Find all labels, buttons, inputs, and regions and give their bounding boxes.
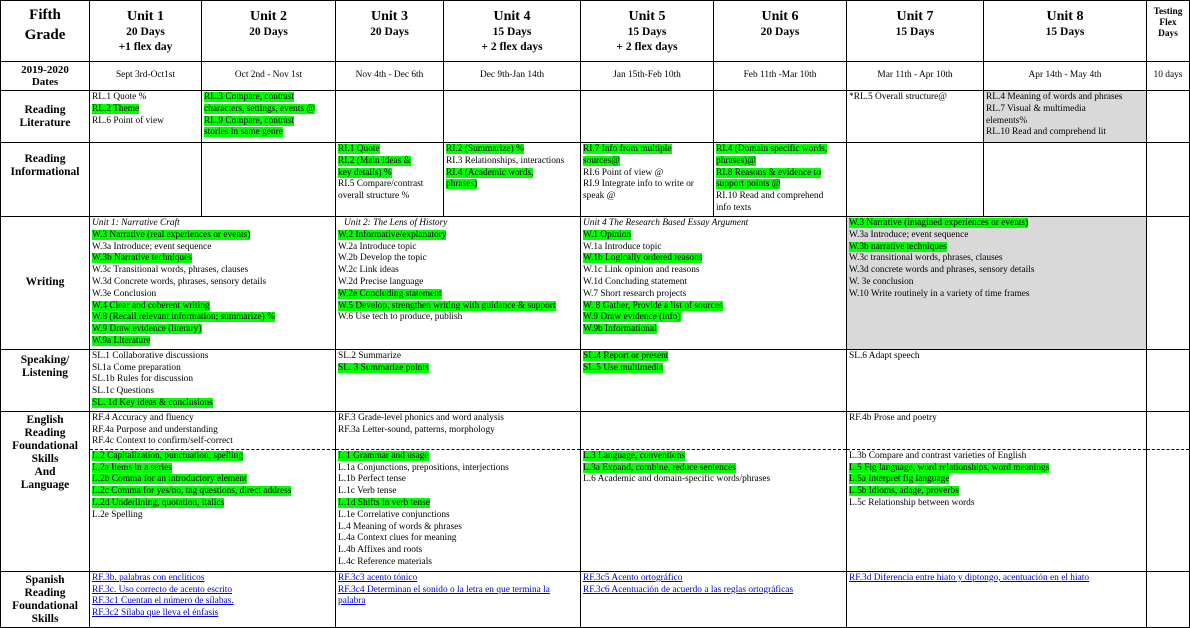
standard-item: SL.6 Adapt speech: [849, 350, 920, 361]
standard-item-highlighted: RI.2 (Main ideas &: [338, 155, 411, 166]
unit-3-header: [336, 1, 444, 62]
unit-name: Unit 8: [1046, 9, 1084, 24]
ela-testing-cell: [1147, 411, 1190, 571]
ela-rf-section: [90, 412, 335, 449]
unit-title: Unit 1: Narrative Craft: [92, 218, 180, 228]
standard-item: RL.6 Point of view: [92, 115, 164, 126]
speaking-units-1-2-cell: [90, 349, 336, 411]
spanish-row: [1, 571, 1190, 627]
spanish-units-1-2-cell: [90, 571, 336, 627]
unit-name: Unit 6: [761, 9, 799, 24]
standard-item-highlighted: RI.2 (Summarize) %: [446, 144, 524, 154]
row-label-line: Skills: [31, 452, 59, 465]
standard-item: W.7 Short research projects: [583, 288, 687, 299]
standard-item-highlighted: characters, settings, events @: [204, 103, 315, 114]
unit-2-header: [202, 1, 336, 62]
standard-link[interactable]: RF.3c1 Cuentan el número de sílabas.: [92, 596, 234, 607]
ela-language-section: [581, 449, 846, 487]
unit-4-dates: Dec 9th-Jan 14th: [444, 62, 581, 91]
standard-link[interactable]: RF.3b. palabras con enclíticos: [92, 572, 205, 583]
unit-days: 15 Days: [895, 26, 935, 38]
standard-item: RF.4c Context to confirm/self-correct: [92, 436, 233, 447]
standard-item-highlighted: W.9 Draw evidence (info): [583, 312, 681, 323]
standard-item: W.3d Concrete words, phrases, sensory details: [92, 276, 267, 287]
standard-item-highlighted: sources@: [583, 155, 620, 166]
standard-item: RI.5 Compare/contrast: [338, 179, 424, 190]
row-label-line: Skills: [31, 612, 59, 625]
ela-rf-section: [581, 412, 846, 449]
standard-item: RF.4b Prose and poetry: [849, 412, 937, 423]
standard-item: W.2c Link ideas: [338, 265, 399, 276]
standard-item: Sl.1a Come preparation: [92, 362, 181, 373]
standard-item: W.1a Introduce topic: [583, 241, 662, 252]
standard-item-highlighted: L.1d Shifts in verb tense: [338, 497, 430, 508]
standard-item: W.3a Introduce; event sequence: [849, 229, 969, 240]
dates-label-year: 2019-2020: [21, 64, 69, 76]
standard-item-highlighted: RI.1 Quote: [338, 144, 380, 154]
standard-item: RL.7 Visual & multimedia: [986, 103, 1086, 114]
standard-item: RI.6 Point of view @: [583, 167, 664, 178]
standard-item: L.3b Compare and contrast varieties of English: [849, 450, 1027, 461]
ela-language-section: [1147, 449, 1189, 452]
unit-extra: + 2 flex days: [481, 40, 543, 53]
standard-item-highlighted: L.3 Language, conventions: [583, 450, 686, 461]
standard-link[interactable]: RF.3c4 Determinan el sonido o la letra en que termina la: [338, 584, 550, 595]
standard-item-highlighted: L.3a Expand, combine, reduce sentences: [583, 462, 736, 473]
standard-item-highlighted: SL.4 Report or present: [583, 350, 669, 361]
standard-item-highlighted: W.3 Narrative (imagined experiences or events): [849, 218, 1029, 228]
standard-item-highlighted: W.2e Concluding statement: [338, 288, 442, 299]
standard-item-highlighted: W.9a Literature: [92, 335, 151, 346]
unit-title: Unit 2: The Lens of History: [344, 218, 448, 228]
ri-testing-cell: [1147, 143, 1190, 217]
row-label-line: Reading: [24, 153, 66, 165]
rl-testing-cell: [1147, 91, 1190, 143]
standard-item-highlighted: RL.3 Compare, contrast: [204, 92, 295, 102]
unit-3-dates: Nov 4th - Dec 6th: [336, 62, 444, 91]
grade-cell: [1, 1, 90, 62]
dates-label-cell: [1, 62, 90, 91]
unit-5-dates: Jan 15th-Feb 10th: [581, 62, 714, 91]
standard-item-highlighted: W.8 (Recall relevant information; summarize) %: [92, 312, 275, 323]
unit-1-header: [90, 1, 202, 62]
standard-item-highlighted: W. 8 Gather, Provide a list of sources: [583, 300, 723, 311]
standard-item-highlighted: SL. 3 Summarize points: [338, 362, 429, 373]
unit-days: 15 Days: [627, 26, 667, 38]
reading-literature-label: [1, 91, 90, 143]
ri-unit-8-cell: [984, 143, 1147, 217]
standard-item: overall structure %: [338, 191, 410, 202]
grade-label-line2: Grade: [24, 27, 66, 43]
speaking-testing-cell: [1147, 349, 1190, 411]
unit-name: Unit 2: [250, 9, 287, 24]
standard-item-highlighted: key details) %: [338, 167, 392, 178]
standard-item: L.1c Verb tense: [338, 486, 397, 497]
days-label: Days: [1158, 29, 1178, 39]
standard-item: L.4c Reference materials: [338, 556, 432, 567]
ri-unit-2-cell: [202, 143, 336, 217]
unit-days: 15 Days: [1045, 26, 1085, 38]
testing-dates: 10 days: [1147, 62, 1190, 91]
row-label-line: Informational: [10, 166, 80, 178]
standard-item: W.1d Concluding statement: [583, 276, 688, 287]
rl-unit-7-cell: [847, 91, 984, 143]
flex-label: Flex: [1159, 18, 1177, 28]
standard-item-highlighted: L.1 Grammar and usage: [338, 450, 429, 461]
standard-item-highlighted: RI.7 Info from multiple: [583, 144, 672, 154]
unit-extra: + 2 flex days: [616, 40, 678, 53]
standard-item-highlighted: L.5a Interpret fig language: [849, 474, 950, 485]
standard-item: *RL.5 Overall structure@: [849, 92, 947, 102]
standard-item: W. 3e conclusion: [849, 276, 914, 287]
ela-rf-section: [847, 412, 1146, 449]
standard-link[interactable]: RF.3c2 Sílaba que lleva el énfasis: [92, 608, 219, 619]
standard-item: RF.3 Grade-level phonics and word analysis: [338, 412, 504, 423]
standard-item: W.2d Precise language: [338, 276, 424, 287]
standard-item-highlighted: RI.4 (Academic words,: [446, 167, 534, 178]
standard-item-highlighted: phrases): [446, 179, 478, 190]
row-label-line: Reading: [24, 103, 66, 116]
testing-label: Testing: [1153, 7, 1183, 17]
unit-2-dates: Oct 2nd - Nov 1st: [202, 62, 336, 91]
ela-row: [1, 411, 1190, 571]
standard-item: RF.4a Purpose and understanding: [92, 424, 218, 435]
standard-item: W.3e Conclusion: [92, 288, 157, 299]
ri-unit-7-cell: [847, 143, 984, 217]
row-label-line: Literature: [19, 116, 71, 129]
standard-item-highlighted: W.3 Narrative (real experiences or events): [92, 229, 251, 240]
standard-item-highlighted: L.2b Comma for an introductory element: [92, 474, 247, 485]
rl-unit-6-cell: [714, 91, 847, 143]
standard-item: W.2b Develop the topic: [338, 253, 427, 264]
standard-item-highlighted: W.3b narrative techniques: [849, 241, 947, 252]
standard-item-highlighted: RI.4 (Domain specific words,: [716, 144, 828, 154]
rl-unit-2-cell: [202, 91, 336, 143]
writing-units-7-8-cell: [847, 217, 1147, 350]
unit-name: Unit 3: [371, 9, 408, 24]
standard-item: L.4 Meaning of words & phrases: [338, 521, 462, 532]
standard-item-highlighted: L.2a Items in a series: [92, 462, 172, 473]
standard-item: SL.2 Summarize: [338, 350, 402, 361]
unit-6-dates: Feb 11th -Mar 10th: [714, 62, 847, 91]
row-label-line: Foundational: [12, 599, 78, 612]
ela-language-section: [90, 449, 335, 523]
row-label-line: And: [34, 465, 56, 478]
standard-item: L.6 Academic and domain-specific words/phrases: [583, 474, 771, 485]
header-row: [1, 1, 1190, 62]
rl-unit-3-cell: [336, 91, 444, 143]
unit-days: 20 Days: [249, 26, 288, 38]
standard-item-highlighted: L.2d Underlining, quotation, italics: [92, 497, 225, 508]
ri-unit-4-cell: [444, 143, 581, 217]
rl-unit-5-cell: [581, 91, 714, 143]
ri-unit-6-cell: [714, 143, 847, 217]
standard-item-highlighted: SL. 1d Key ideas & conclusions: [92, 397, 213, 408]
ela-language-section: [336, 449, 580, 570]
unit-7-header: [847, 1, 984, 62]
testing-flex-header: [1147, 1, 1190, 62]
reading-informational-row: [1, 143, 1190, 217]
standard-item-highlighted: W.4 Clear and coherent writing: [92, 300, 210, 311]
dates-label: Dates: [31, 76, 59, 88]
standard-item-highlighted: W.9 Draw evidence (literary): [92, 324, 202, 335]
standard-item-highlighted: W.2 Informative/explanatory: [338, 229, 447, 240]
standard-item: RI.9 Integrate info to write or: [583, 179, 694, 190]
ela-rf-section: [336, 412, 580, 449]
ri-unit-3-cell: [336, 143, 444, 217]
writing-units-3-4-cell: [336, 217, 581, 350]
speaking-listening-row: [1, 349, 1190, 411]
reading-literature-row: [1, 91, 1190, 143]
speaking-units-7-8-cell: [847, 349, 1147, 411]
standard-item: L.1e Correlative conjunctions: [338, 509, 450, 520]
standard-item: info texts: [716, 202, 752, 213]
unit-name: Unit 5: [628, 9, 666, 24]
row-label-line: English: [26, 413, 64, 426]
standard-item-highlighted: RL.9 Compare, contrast: [204, 115, 295, 126]
standard-item: L.4a Context clues for meaning: [338, 533, 457, 544]
standard-item-highlighted: L.5 Fig language, word relationships, word meanings: [849, 462, 1050, 473]
standard-item: W.3c Transitional words, phrases, clauses: [92, 265, 249, 276]
ela-units-5-6-cell: [581, 411, 847, 571]
ela-units-1-2-cell: [90, 411, 336, 571]
unit-7-dates: Mar 11th - Apr 10th: [847, 62, 984, 91]
standard-item: L.2e Spelling: [92, 509, 143, 520]
standard-item: RL.1 Quote %: [92, 92, 147, 102]
writing-row: [1, 217, 1190, 350]
ela-units-3-4-cell: [336, 411, 581, 571]
writing-units-1-2-cell: [90, 217, 336, 350]
unit-8-header: [984, 1, 1147, 62]
row-label-line: Reading: [24, 586, 66, 599]
row-label-line: Reading: [24, 426, 66, 439]
standard-link[interactable]: RF.3c6 Acentuación de acuerdo a las reglas ortográficas: [583, 584, 794, 595]
unit-days: 15 Days: [492, 26, 532, 38]
standard-item-highlighted: W.1b Logically ordered reasons: [583, 253, 703, 264]
spanish-units-5-6-cell: [581, 571, 847, 627]
standard-item: elements%: [986, 115, 1028, 126]
ela-rf-section: [1147, 412, 1189, 449]
row-label-line: Language: [20, 478, 70, 491]
standard-item: RL.4 Meaning of words and phrases: [986, 92, 1123, 102]
standard-item: L.5c Relationship between words: [849, 497, 975, 508]
unit-days: 20 Days: [370, 26, 409, 38]
standard-item-highlighted: RI.8 Reasons & evidence to: [716, 167, 821, 178]
standard-item-highlighted: phrases)@: [716, 155, 756, 166]
rl-unit-4-cell: [444, 91, 581, 143]
ri-unit-1-cell: [90, 143, 202, 217]
standard-item: SL.1b Rules for discussion: [92, 374, 194, 385]
ela-language-section: [847, 449, 1146, 564]
writing-units-5-6-cell: [581, 217, 847, 350]
writing-testing-cell: [1147, 217, 1190, 350]
speaking-listening-label: [1, 349, 90, 411]
unit-days: 20 Days: [760, 26, 800, 38]
row-label-line: Speaking/: [20, 353, 70, 366]
dates-row: [1, 62, 1190, 91]
unit-name: Unit 1: [127, 9, 164, 24]
unit-name: Unit 7: [896, 9, 934, 24]
unit-6-header: [714, 1, 847, 62]
standard-item: speak @: [583, 191, 616, 202]
standard-item-highlighted: support points @: [716, 179, 781, 190]
unit-title: Unit 4 The Research Based Essay Argument: [583, 218, 749, 228]
reading-informational-label: [1, 143, 90, 217]
ri-unit-5-cell: [581, 143, 714, 217]
standard-item: W.3d concrete words and phrases, sensory details: [849, 265, 1035, 276]
standard-item-highlighted: W.3b Narrative techniques: [92, 253, 192, 264]
spanish-units-7-8-cell: [847, 571, 1147, 627]
speaking-units-3-4-cell: [336, 349, 581, 411]
standard-item: W.1c Link opinion and reasons: [583, 265, 700, 276]
standard-item: W.6 Use tech to produce, publish: [338, 312, 463, 323]
standard-item-highlighted: L.2 Capitalization, punctuation, spelling: [92, 450, 244, 461]
unit-days: 20 Days: [126, 26, 165, 38]
standard-item: RI.3 Relationships, interactions: [446, 155, 565, 166]
standard-link[interactable]: palabra: [338, 596, 366, 607]
row-label-line: Listening: [21, 366, 68, 379]
standard-item-highlighted: SL.5 Use multimedia: [583, 362, 663, 373]
grade-label-line1: Fifth: [29, 7, 61, 23]
speaking-units-5-6-cell: [581, 349, 847, 411]
standard-item-highlighted: L.5b Idioms, adage, proverbs: [849, 486, 959, 497]
standard-item: L.1b Perfect tense: [338, 474, 406, 485]
standard-item: L.4b Affixes and roots: [338, 545, 423, 556]
standard-item: L.1a Conjunctions, prepositions, interjections: [338, 462, 509, 473]
row-label-line: Spanish: [25, 573, 65, 586]
standard-item: W.2a Introduce topic: [338, 241, 417, 252]
row-label-line: Foundational: [12, 439, 78, 452]
standard-item: W.3a Introduce; event sequence: [92, 241, 212, 252]
standard-item-highlighted: RL.2 Theme: [92, 103, 140, 114]
standard-item-highlighted: W.5 Develop, strengthen writing with guidance & support: [338, 300, 556, 311]
standard-item: RI.10 Read and comprehend: [716, 191, 824, 202]
standard-link[interactable]: RF.3c5 Acento ortográfico: [583, 572, 683, 583]
unit-4-header: [444, 1, 581, 62]
spanish-label: [1, 571, 90, 627]
standard-item-highlighted: L.2c Comma for yes/no, tag questions, direct address: [92, 486, 292, 497]
unit-5-header: [581, 1, 714, 62]
standard-link[interactable]: RF.3c. Uso correcto de acento escrito: [92, 584, 233, 595]
unit-name: Unit 4: [493, 9, 531, 24]
rl-unit-1-cell: [90, 91, 202, 143]
standard-link[interactable]: RF.3c3 acento tónico: [338, 572, 418, 583]
standard-item: SL.1 Collaborative discussions: [92, 350, 209, 361]
spanish-units-3-4-cell: [336, 571, 581, 627]
standard-item-highlighted: stories in same genre: [204, 127, 283, 138]
unit-1-dates: Sept 3rd-Oct1st: [90, 62, 202, 91]
standard-item-highlighted: W.9b Informational: [583, 324, 657, 335]
standard-item: RL.10 Read and comprehend lit: [986, 127, 1107, 138]
standard-link[interactable]: RF.3d Diferencia entre hiato y diptongo, acentuación en el hiato: [849, 572, 1090, 583]
unit-extra: +1 flex day: [118, 40, 173, 53]
writing-label: Writing: [1, 217, 90, 350]
unit-8-dates: Apr 14th - May 4th: [984, 62, 1147, 91]
standard-item: W.3c transitional words, phrases, clauses: [849, 253, 1003, 264]
standard-item: W.10 Write routinely in a variety of time frames: [849, 288, 1030, 299]
standard-item-highlighted: W.1 Opinion: [583, 229, 632, 240]
spanish-testing-cell: [1147, 571, 1190, 627]
standard-item: RF.4 Accuracy and fluency: [92, 412, 194, 423]
rl-unit-8-cell: [984, 91, 1147, 143]
standard-item: RF.3a Letter-sound, patterns, morphology: [338, 424, 495, 435]
ela-units-7-8-cell: [847, 411, 1147, 571]
standard-item: SL.1c Questions: [92, 386, 154, 397]
ela-label: [1, 411, 90, 571]
